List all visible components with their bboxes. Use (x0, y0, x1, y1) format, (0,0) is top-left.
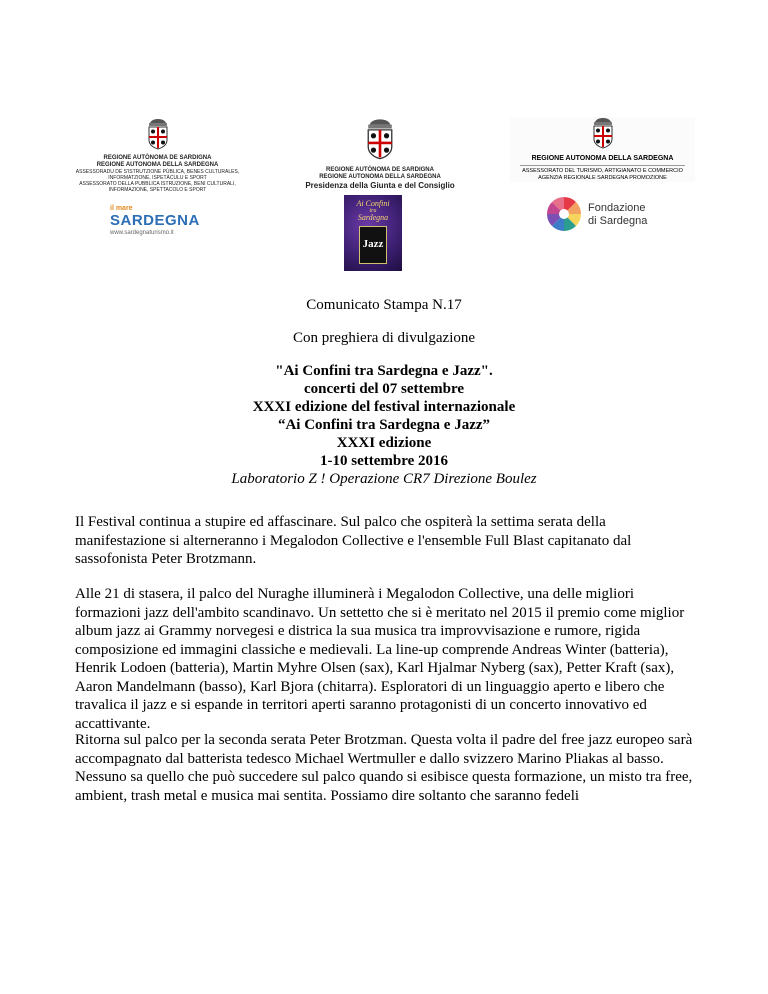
festival-poster (344, 195, 402, 271)
logo-fondazione (546, 196, 676, 236)
title-line2: concerti del 07 settembre (303, 381, 465, 397)
paragraph-1: Il Festival continua a stupire ed affascinare. Sul palco che ospiterà la settima serata della manifestazione si alterneranno i Megalodon Collective e l'ensemble Full Blast capitanato dal sassofonista Peter Brotzmann. (75, 514, 632, 567)
logo-right-line3: AGENZIA REGIONALE SARDEGNA PROMOZIONE (538, 175, 667, 181)
logo-right-line2: ASSESSORATO DEL TURISMO, ARTIGIANATO E COMMERCIO (522, 168, 683, 174)
logo-sardegna-turismo (110, 205, 200, 237)
festival-line3: Sardegna (357, 213, 389, 222)
festival-line1: Ai Confini (356, 199, 390, 208)
fondazione-line2: di Sardegna (588, 215, 648, 227)
logo-left-line1: REGIONE AUTÒNOMA DE SARDIGNA (103, 155, 212, 161)
logo-right-line1: REGIONE AUTONOMA DELLA SARDEGNA (531, 155, 674, 162)
logo-right-divider (520, 165, 685, 166)
logo-center-line1: REGIONE AUTÒNOMA DE SARDIGNA (326, 167, 434, 173)
logo-assessorato-turismo (510, 117, 695, 182)
sardinia-crest-icon (145, 118, 171, 150)
logo-center-line2: REGIONE AUTONOMA DELLA SARDEGNA (319, 174, 441, 180)
sardegna-brand: SARDEGNA (110, 212, 200, 229)
sardegna-url: www.sardegnaturismo.it (110, 230, 174, 236)
logo-left-line5: ASSESSORATO DELLA PUBBLICA ISTRUZIONE, BENI CULTURALI, (79, 181, 236, 187)
logo-left-line4: INFORMATZIONE, ISPETÀCULU E SPORT (108, 175, 207, 181)
title-subtitle: Laboratorio Z ! Operazione CR7 Direzione Boulez (231, 471, 537, 487)
logo-left-line6: INFORMAZIONE, SPETTACOLO E SPORT (108, 187, 207, 193)
paragraph-2: Alle 21 di stasera, il palco del Nuraghe illuminerà i Megalodon Collective, una delle migliori formazioni jazz dell'ambito scandinavo. Un settetto che si è meritato nel 2015 il premio come miglior album jazz ai Grammy norvegesi e districa la sua musica tra improvvisazione e rumore, rigida composizione ed immagini classiche e medievali. La line-up comprende Andreas Winter (batteria), Henrik Lodoen (batteria), Martin Myhre Olsen (sax), Karl Hjalmar Nyberg (sax), Petter Kraft (sax), Aaron Mandelmann (basso), Karl Bjora (chitarra). Esploratori di un linguaggio aperto e libero che travalica il jazz e si espande in territori aperti saranno protagonisti di un concerto innovativo ed accattivante. (75, 586, 685, 732)
sardegna-small: il mare (110, 205, 133, 212)
title-line3: XXXI edizione del festival internazionale (252, 399, 516, 415)
title-line5: XXXI edizione (336, 435, 432, 451)
festival-line4: Jazz (362, 238, 384, 250)
logo-left-line2: REGIONE AUTONOMA DELLA SARDEGNA (96, 162, 219, 168)
title-line1: "Ai Confini tra Sardegna e Jazz". (275, 363, 493, 379)
fondazione-wheel-icon (546, 196, 582, 232)
paragraph-3: Ritorna sul palco per la seconda serata Peter Brotzman. Questa volta il padre del free jazz europeo sarà accompagnato dal batterista tedesco Michael Wertmuller e dallo svizzero Marino Pliakas al basso. Nessuno sa quello che può succedere sul palco quando si esibisce questa formazione, un misto tra free, ambient, trash metal e musica mai sentita. Possiamo dire soltanto che saranno fedeli (75, 732, 693, 804)
logo-regione-istruzione (70, 118, 245, 193)
press-title (0, 362, 768, 488)
comunicato-label: Comunicato Stampa N.17 (306, 297, 462, 313)
festival-line2: tra (369, 208, 377, 214)
title-line4: “Ai Confini tra Sardegna e Jazz” (277, 417, 491, 433)
sardinia-crest-icon (363, 118, 397, 160)
logo-presidenza (305, 118, 455, 191)
preghiera-label: Con preghiera di divulgazione (292, 330, 476, 346)
sardinia-crest-icon (590, 117, 616, 149)
logo-center-line3: Presidenza della Giunta e del Consiglio (305, 181, 455, 190)
fondazione-line1: Fondazione (588, 202, 646, 214)
title-line6: 1-10 settembre 2016 (319, 453, 449, 469)
logo-left-line3: ASSESSORADU DE S'ISTRUTZIONE PÙBLICA, BENES CULTURALES, (75, 169, 240, 175)
